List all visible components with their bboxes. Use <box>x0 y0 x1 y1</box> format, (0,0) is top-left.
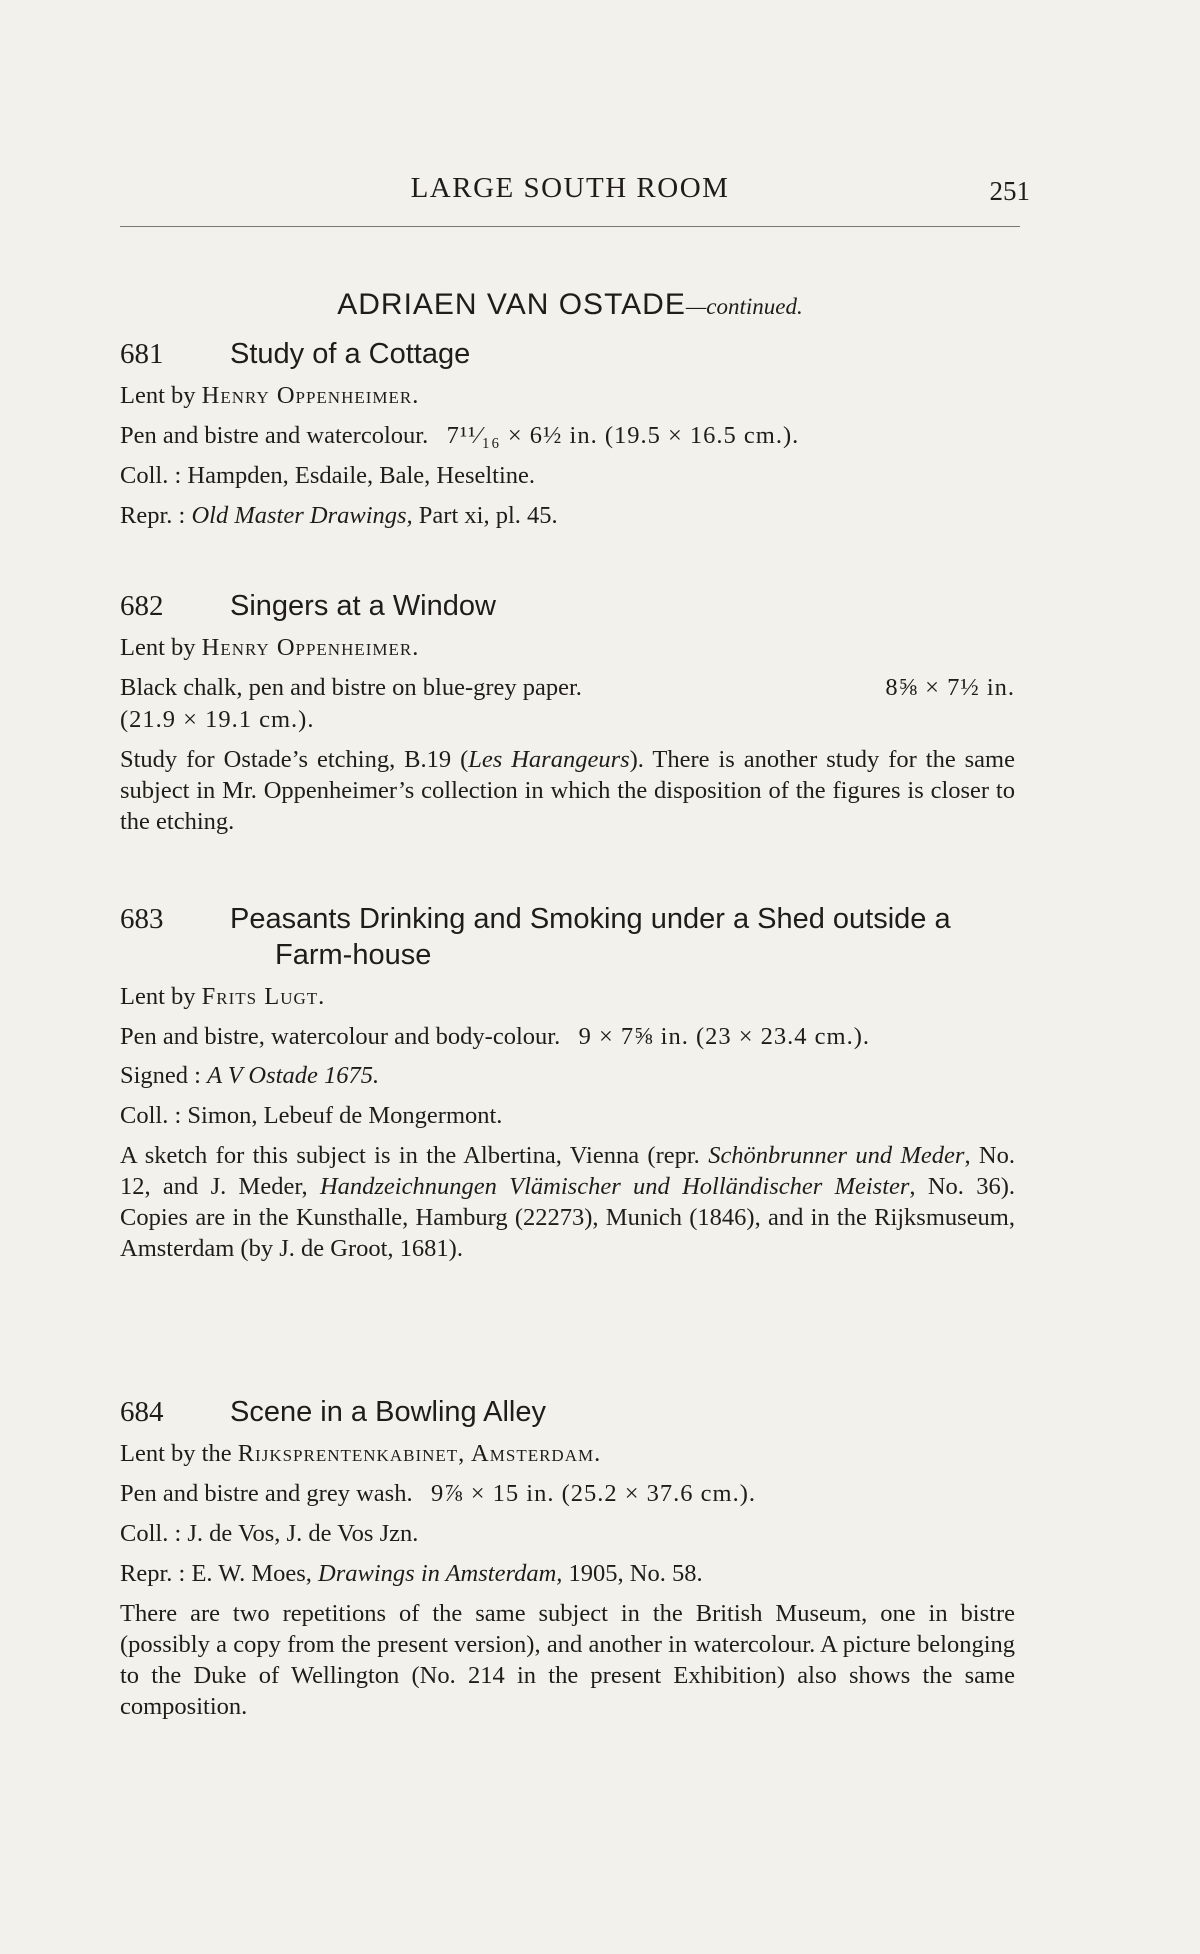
catalogue-entry-684 <box>120 1394 1015 1722</box>
entry-number: 682 <box>120 590 164 622</box>
note-italic: Handzeichnungen Vlämischer und Holländischer Meister <box>319 1173 910 1200</box>
dimensions-text: 9⅞ × 15 in. (25.2 × 37.6 cm.). <box>430 1480 757 1507</box>
dimensions-text: 7¹¹⁄₁₆ × 6½ in. (19.5 × 16.5 cm.). <box>446 422 800 449</box>
note-text: , No. 36). Copies are in the Kunsthalle, Hamburg (22273), Munich (1846), and in the Rijksmuseum, Amsterdam (by J. de Groot, 1681). <box>120 1173 1015 1262</box>
lender-line <box>120 380 1015 412</box>
artist-heading <box>120 288 1020 322</box>
medium-text: Pen and bistre and watercolour. <box>120 422 429 449</box>
medium-text: Pen and bistre, watercolour and body-colour. <box>120 1023 561 1050</box>
entry-number: 684 <box>120 1396 164 1428</box>
continued-label: —continued. <box>685 294 803 319</box>
lent-prefix: Lent by <box>120 634 196 661</box>
entry-title: Singers at a Window <box>230 590 496 622</box>
note-text: ). There is another study for the same subject in Mr. Oppenheimer’s collection in which the disposition of the figures is closer to the etching. <box>120 746 1015 835</box>
lender-line <box>120 981 1015 1013</box>
collection-line: Coll. : Simon, Lebeuf de Mongermont. <box>120 1102 503 1129</box>
entry-number: 681 <box>120 338 164 370</box>
lender-name: Henry Oppenheimer. <box>201 634 420 661</box>
note-italic: Les Harangeurs <box>468 746 630 773</box>
lent-prefix: Lent by <box>120 983 196 1010</box>
medium-line <box>120 1021 1015 1052</box>
note-text: , No. 12, and J. Meder, <box>120 1142 1015 1200</box>
signed-prefix: Signed : <box>120 1062 201 1089</box>
page-number: 251 <box>989 176 1030 206</box>
dimensions-cm: (21.9 × 19.1 cm.). <box>120 706 315 733</box>
note-italic: Schönbrunner und Meder <box>708 1142 965 1169</box>
catalogue-entry-681 <box>120 336 1015 532</box>
artist-name: ADRIAEN VAN OSTADE <box>337 288 686 321</box>
entry-title: Study of a Cottage <box>230 338 471 370</box>
signature-text: A V Ostade 1675. <box>207 1062 380 1089</box>
entry-note <box>120 1140 1015 1264</box>
repr-prefix: Repr. : E. W. Moes, <box>120 1560 312 1587</box>
lender-name: Rijksprentenkabinet, Amsterdam. <box>237 1440 602 1467</box>
lent-prefix: Lent by the <box>120 1440 232 1467</box>
medium-text: Black chalk, pen and bistre on blue-grey paper. <box>120 674 582 701</box>
lender-name: Henry Oppenheimer. <box>201 382 420 409</box>
repr-prefix: Repr. : <box>120 502 186 529</box>
lender-name: Frits Lugt. <box>201 983 326 1010</box>
entry-note <box>120 744 1015 837</box>
repr-title: Old Master Drawings, <box>191 502 413 529</box>
reproduction-line <box>120 500 1015 532</box>
running-title: LARGE SOUTH ROOM <box>410 172 730 204</box>
header-rule <box>120 226 1020 227</box>
note-text: A sketch for this subject is in the Albertina, Vienna (repr. <box>120 1142 709 1169</box>
entry-heading <box>120 588 1015 624</box>
collection-line: Coll. : J. de Vos, J. de Vos Jzn. <box>120 1520 419 1547</box>
dimensions-text: 9 × 7⅝ in. (23 × 23.4 cm.). <box>578 1023 871 1050</box>
medium-text: Pen and bistre and grey wash. <box>120 1480 413 1507</box>
medium-line <box>120 1478 1015 1510</box>
running-head <box>120 172 1030 208</box>
entry-heading <box>120 1394 1015 1430</box>
entry-title: Scene in a Bowling Alley <box>230 1396 546 1428</box>
medium-line <box>120 420 1015 452</box>
catalogue-entry-682 <box>120 588 1015 837</box>
reproduction-line <box>120 1558 1015 1590</box>
entry-title: Peasants Drinking and Smoking under a Shed outside a Farm-house <box>230 903 951 971</box>
collection-line: Coll. : Hampden, Esdaile, Bale, Heseltine. <box>120 462 536 489</box>
lent-prefix: Lent by <box>120 382 196 409</box>
repr-rest: Part xi, pl. 45. <box>418 502 558 529</box>
repr-title: Drawings in Amsterdam, <box>318 1560 563 1587</box>
repr-rest: 1905, No. 58. <box>568 1560 703 1587</box>
dimensions-text: 8⅝ × 7½ in. <box>885 674 1015 701</box>
medium-line <box>120 672 1015 704</box>
note-text: Study for Ostade’s etching, B.19 ( <box>120 746 469 773</box>
entry-note: There are two repetitions of the same subject in the British Museum, one in bistre (possibly a copy from the present version), and another in watercolour. A picture belonging to the Duke of Wellington (No. 214 in the present Exhibition) also shows the same composition. <box>120 1600 1015 1720</box>
dimensions-continued <box>120 704 1015 736</box>
lender-line <box>120 632 1015 664</box>
catalogue-entry-683 <box>120 901 1015 1264</box>
signed-line <box>120 1060 1015 1092</box>
entry-number: 683 <box>120 903 164 935</box>
lender-line <box>120 1438 1015 1470</box>
entry-heading <box>120 901 1015 973</box>
entry-heading <box>120 336 1015 372</box>
